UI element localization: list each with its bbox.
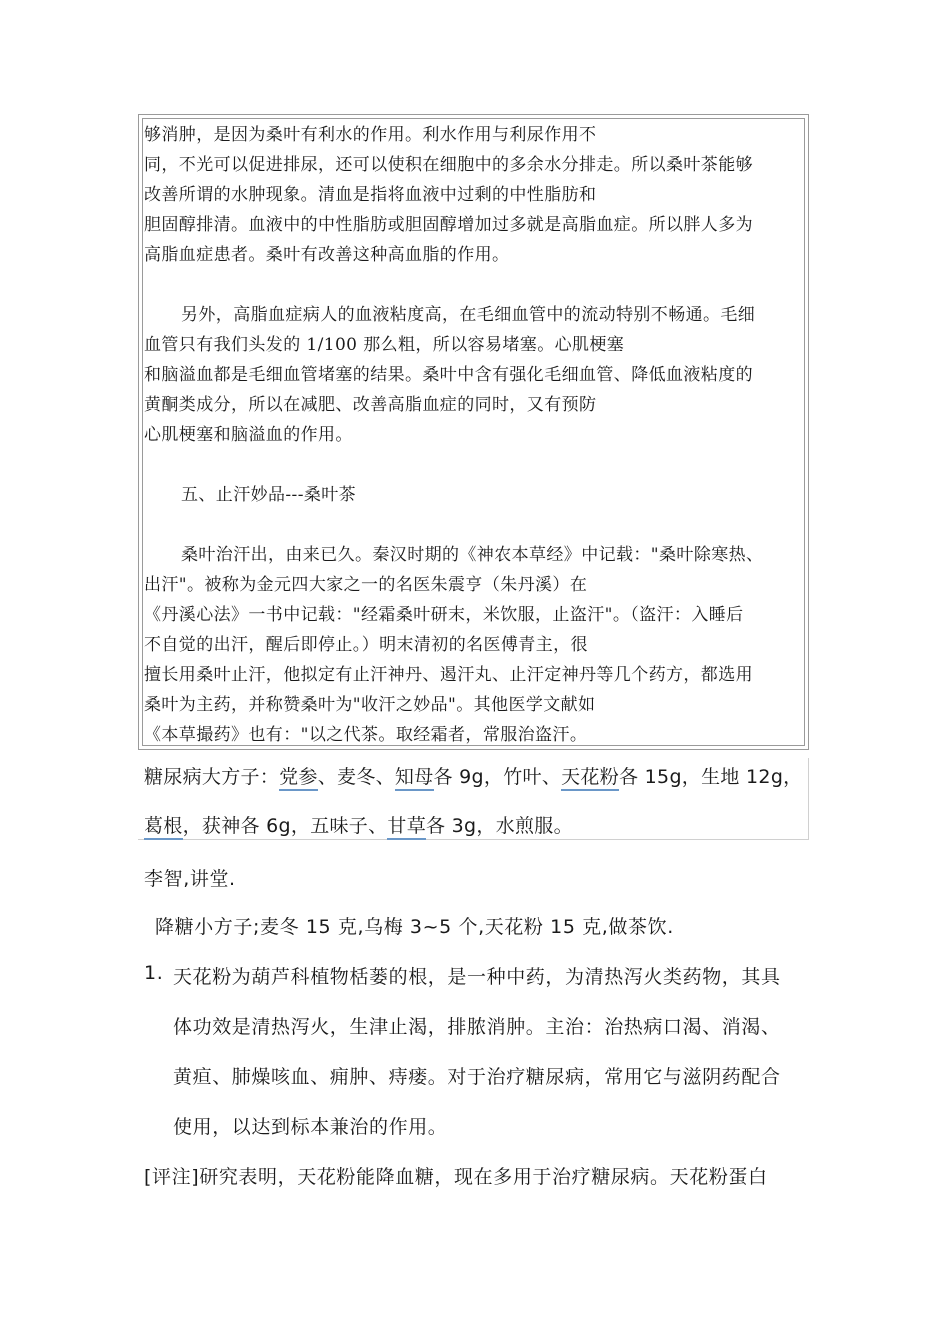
text-line: 同，不光可以促进排尿，还可以使积在细胞中的多余水分排走。所以桑叶茶能够 (144, 155, 753, 175)
text-line: 桑叶为主药，并称赞桑叶为"收汗之妙品"。其他医学文献如 (144, 695, 596, 715)
paragraph-gap (144, 450, 806, 480)
list-item-line: 天花粉为葫芦科植物栝蒌的根，是一种中药，为清热泻火类药物，其具 (173, 966, 781, 988)
list-item-line: 使用，以达到标本兼治的作用。 (173, 1116, 448, 1138)
herb-link-dangshen[interactable]: 党参 (279, 766, 318, 791)
text-line: 够消肿，是因为桑叶有利水的作用。利水作用与利尿作用不 (144, 125, 597, 145)
text-line: 另外，高脂血症病人的血液粘度高，在毛细血管中的流动特别不畅通。毛细 (181, 305, 756, 325)
text-line: 《本草撮药》也有："以之代茶。取经霜者，常服治盗汗。 (144, 725, 588, 745)
text-line: 心肌梗塞和脑溢血的作用。 (144, 425, 353, 445)
paragraph-gap (144, 270, 806, 300)
text-line: 《丹溪心法》一书中记载："经霜桑叶研末，米饮服，止盗汗"。（盗汗：入睡后 (144, 605, 744, 625)
herb-link-tianhuafen[interactable]: 天花粉 (561, 766, 619, 791)
text-line: 桑叶治汗出，由来已久。秦汉时期的《神农本草经》中记载："桑叶除寒热、 (181, 545, 764, 565)
text-line: 黄酮类成分，所以在减肥、改善高脂血症的同时，又有预防 (144, 395, 597, 415)
list-item-line: 黄疸、肺燥咳血、痈肿、痔瘘。对于治疗糖尿病，常用它与滋阴药配合 (173, 1066, 781, 1088)
comment-line: [评注]研究表明，天花粉能降血糖，现在多用于治疗糖尿病。天花粉蛋白 (144, 1166, 768, 1188)
list-number: 1. (144, 962, 164, 984)
herb-link-gegen[interactable]: 葛根 (144, 815, 183, 840)
recipe-text: 各 15g，生地 12g， (619, 766, 803, 788)
recipe-text: 各 9g，竹叶、 (433, 766, 562, 788)
paragraph-gap (144, 510, 806, 540)
text-line: 擅长用桑叶止汗，他拟定有止汗神丹、遏汗丸、止汗定神丹等几个药方，都选用 (144, 665, 753, 685)
author-line: 李智,讲堂. (144, 868, 236, 890)
section-heading: 五、止汗妙品---桑叶茶 (181, 485, 357, 505)
text-line: 出汗"。被称为金元四大家之一的名医朱震亨（朱丹溪）在 (144, 575, 588, 595)
herb-link-zhimu[interactable]: 知母 (395, 766, 434, 791)
text-line: 不自觉的出汗，醒后即停止。）明末清初的名医傅青主，很 (144, 635, 588, 655)
recipe-line-1 (144, 762, 803, 789)
list-item-line: 体功效是清热泻火，生津止渴，排脓消肿。主治：治热病口渴、消渴、 (173, 1016, 781, 1038)
recipe-text: 各 3g，水煎服。 (426, 815, 573, 837)
text-line: 高脂血症患者。桑叶有改善这种高血脂的作用。 (144, 245, 510, 265)
herb-link-gancao[interactable]: 甘草 (387, 815, 426, 840)
framed-article-text (144, 120, 806, 750)
text-line: 和脑溢血都是毛细血管堵塞的结果。桑叶中含有强化毛细血管、降低血液粘度的 (144, 365, 753, 385)
text-line: 胆固醇排清。血液中的中性脂肪或胆固醇增加过多就是高脂血症。所以胖人多为 (144, 215, 753, 235)
recipe-text: 糖尿病大方子： (144, 766, 280, 788)
small-recipe-line: 降糖小方子;麦冬 15 克,乌梅 3~5 个,天花粉 15 克,做茶饮. (155, 916, 674, 938)
recipe-text: ，获神各 6g，五味子、 (182, 815, 388, 837)
text-line: 改善所谓的水肿现象。清血是指将血液中过剩的中性脂肪和 (144, 185, 597, 205)
recipe-text: 、麦冬、 (317, 766, 395, 788)
recipe-line-2 (144, 811, 573, 838)
text-line: 血管只有我们头发的 1/100 那么粗，所以容易堵塞。心肌梗塞 (144, 335, 625, 355)
